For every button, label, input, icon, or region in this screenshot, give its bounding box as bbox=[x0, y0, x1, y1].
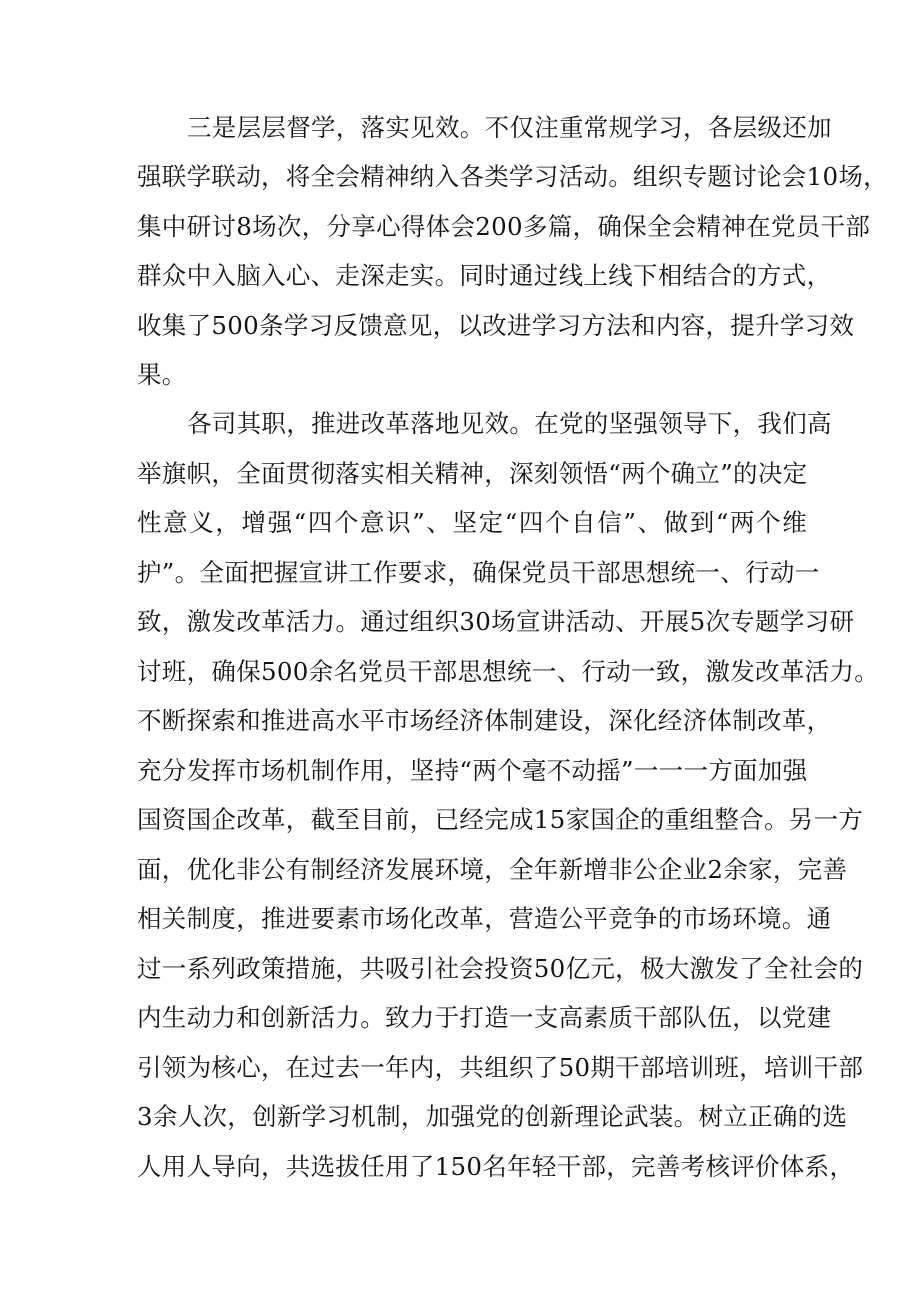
text-line: 人用人导向，共选拔任用了150名年轻干部，完善考核评价体系， bbox=[137, 1152, 855, 1181]
text-line: 三是层层督学，落实见效。不仅注重常规学习，各层级还加 bbox=[187, 113, 832, 142]
text-line: 各司其职，推进改革落地见效。在党的坚强领导下，我们高 bbox=[187, 409, 832, 438]
text-line: 不断探索和推进高水平市场经济体制建设，深化经济体制改革， bbox=[137, 706, 832, 735]
text-line: 内生动力和创新活力。致力于打造一支高素质干部队伍，以党建 bbox=[137, 1003, 832, 1032]
text-line: 致，激发改革活力。通过组织30场宣讲活动、开展5次专题学习研 bbox=[137, 607, 855, 636]
text-line: 过一系列政策措施，共吸引社会投资50亿元，极大激发了全社会的 bbox=[137, 954, 864, 983]
text-line: 3余人次，创新学习机制，加强党的创新理论武装。树立正确的选 bbox=[137, 1102, 848, 1131]
text-line: 讨班，确保500余名党员干部思想统一、行动一致，激发改革活力。 bbox=[137, 657, 880, 686]
text-line: 举旗帜，全面贯彻落实相关精神，深刻领悟“两个确立”的决定 bbox=[137, 459, 808, 488]
text-line: 性意义，增强“四个意识”、坚定“四个自信”、做到“两个维 bbox=[137, 508, 807, 537]
text-line: 护”。全面把握宣讲工作要求，确保党员干部思想统一、行动一 bbox=[137, 558, 820, 587]
text-line: 强联学联动，将全会精神纳入各类学习活动。组织专题讨论会10场， bbox=[137, 162, 888, 191]
text-line: 果。 bbox=[137, 360, 187, 389]
text-line: 充分发挥市场机制作用，坚持“两个毫不动摇”一一一方面加强 bbox=[137, 756, 808, 785]
text-line: 群众中入脑入心、走深走实。同时通过线上线下相结合的方式， bbox=[137, 261, 832, 290]
text-line: 引领为核心，在过去一年内，共组织了50期干部培训班，培训干部 bbox=[137, 1053, 864, 1082]
text-line: 相关制度，推进要素市场化改革，营造公平竞争的市场环境。通 bbox=[137, 904, 832, 933]
text-line: 国资国企改革，截至目前，已经完成15家国企的重组整合。另一方 bbox=[137, 805, 864, 834]
text-line: 集中研讨8场次，分享心得体会200多篇，确保全会精神在党员干部 bbox=[137, 212, 871, 241]
text-line: 收集了500条学习反馈意见，以改进学习方法和内容，提升学习效 bbox=[137, 311, 855, 340]
text-line: 面，优化非公有制经济发展环境，全年新增非公企业2余家，完善 bbox=[137, 855, 848, 884]
